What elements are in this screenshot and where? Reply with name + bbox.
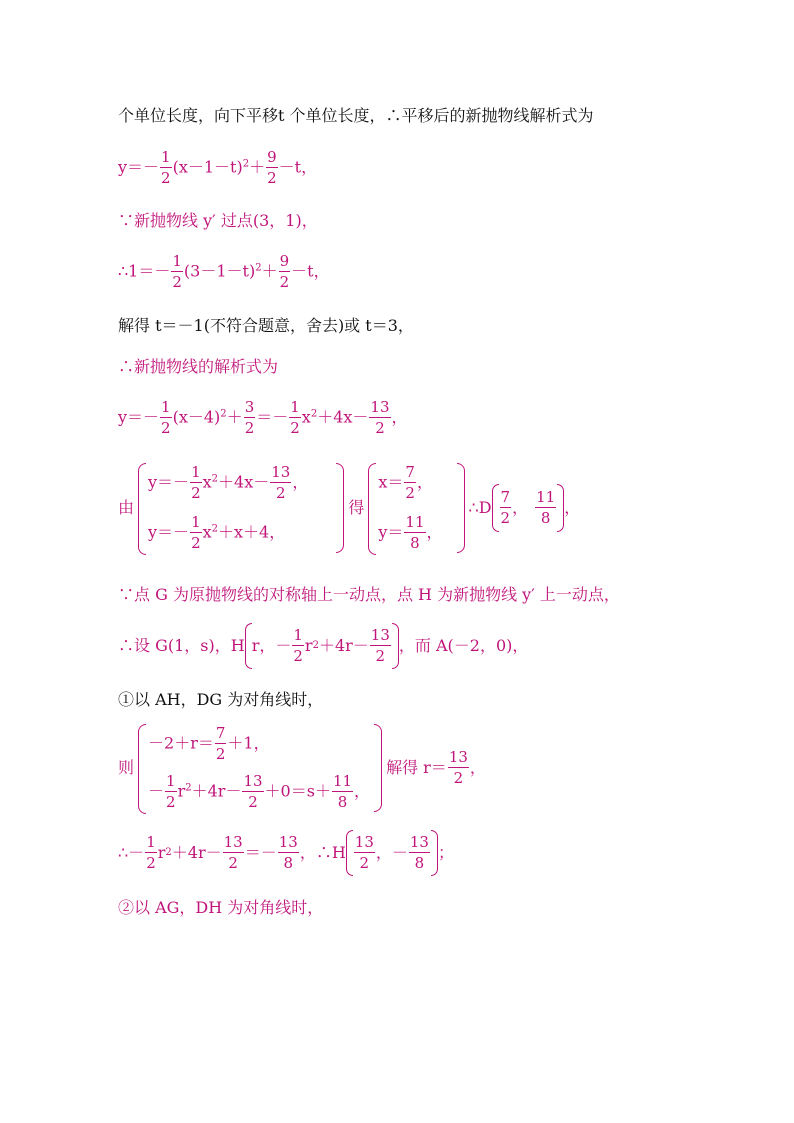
numerator: 13 xyxy=(354,833,374,851)
text: ＋4x－ xyxy=(317,407,369,427)
denominator: 8 xyxy=(414,854,425,872)
text: ∴－ xyxy=(118,843,145,862)
left-paren xyxy=(492,484,499,532)
line-9: ∵点 G 为原抛物线的对称轴上一动点，点 H 为新抛物线 y′ 上一动点， xyxy=(118,585,620,604)
line-7 xyxy=(118,400,408,436)
text: ＋4r－ xyxy=(318,636,369,655)
text: ， xyxy=(426,522,443,542)
fraction xyxy=(289,400,301,436)
system-rows xyxy=(378,465,442,551)
text: x xyxy=(202,522,212,542)
text: r xyxy=(177,781,186,801)
right-brace xyxy=(374,724,382,812)
exponent: 2 xyxy=(211,523,219,535)
numerator: 13 xyxy=(370,626,390,644)
solution-row-1 xyxy=(378,465,442,501)
denominator: 2 xyxy=(172,273,182,291)
numerator: 13 xyxy=(448,748,468,766)
numerator: 1 xyxy=(172,252,182,270)
point-h-result xyxy=(346,830,438,876)
exponent: 2 xyxy=(220,408,227,420)
text: ， xyxy=(416,472,433,492)
fraction xyxy=(332,774,353,810)
numerator: 1 xyxy=(146,833,156,851)
text: ＋4r－ xyxy=(171,843,222,862)
fraction xyxy=(409,835,430,871)
text: － xyxy=(148,781,165,801)
line-5: 解得 t＝－1(不符合题意，舍去)或 t＝3， xyxy=(118,316,414,335)
denominator: 8 xyxy=(410,534,420,552)
denominator: 2 xyxy=(161,169,171,187)
numerator: 1 xyxy=(161,148,171,166)
fraction xyxy=(190,515,202,551)
numerator: 13 xyxy=(223,833,243,851)
text: y＝－ xyxy=(148,522,190,542)
text: －t， xyxy=(278,157,318,177)
right-paren xyxy=(557,484,564,532)
numerator: 13 xyxy=(409,833,429,851)
text: ＋x＋4， xyxy=(218,522,286,542)
text: (3－1－t) xyxy=(183,261,256,281)
text: x xyxy=(301,407,311,427)
text: ，－ xyxy=(375,843,408,862)
text: y＝－ xyxy=(118,407,160,427)
fraction xyxy=(244,400,256,436)
text: r xyxy=(157,843,166,862)
text: ， xyxy=(354,781,371,801)
text: 则 xyxy=(118,758,135,777)
numerator: 9 xyxy=(279,252,290,270)
text: ， xyxy=(512,498,529,517)
denominator: 2 xyxy=(146,854,156,872)
denominator: 2 xyxy=(267,169,277,187)
text: y＝－ xyxy=(148,472,190,492)
denominator: 2 xyxy=(215,745,226,763)
left-paren xyxy=(245,623,252,669)
text: －t， xyxy=(291,261,330,281)
left-paren xyxy=(346,830,353,876)
fraction xyxy=(242,774,263,810)
text: ，∴H xyxy=(299,843,346,862)
text: y＝ xyxy=(378,522,404,542)
fraction xyxy=(404,465,416,501)
text: －2＋r＝ xyxy=(148,733,214,753)
text: ， xyxy=(391,407,408,427)
text: r，－ xyxy=(251,636,292,655)
text: ， xyxy=(292,472,309,492)
right-brace xyxy=(457,463,465,553)
numerator: 1 xyxy=(191,463,201,481)
numerator: 1 xyxy=(161,398,171,416)
fraction xyxy=(215,726,227,762)
text: ＋ xyxy=(249,157,266,177)
system-row-2 xyxy=(148,774,370,810)
fraction xyxy=(160,400,172,436)
solution-system xyxy=(368,463,464,553)
denominator: 2 xyxy=(375,419,385,437)
denominator: 2 xyxy=(166,793,176,811)
equation-system xyxy=(138,463,344,553)
denominator: 2 xyxy=(248,793,258,811)
line-12-system xyxy=(118,723,486,813)
text: ＋1， xyxy=(227,733,270,753)
numerator: 3 xyxy=(244,398,255,416)
exponent: 2 xyxy=(255,262,262,274)
numerator: 13 xyxy=(271,463,291,481)
line-1: 个单位长度，向下平移t 个单位长度，∴平移后的新抛物线解析式为 xyxy=(118,106,594,125)
right-paren xyxy=(431,830,438,876)
numerator: 9 xyxy=(267,148,277,166)
text: ∴设 G(1，s)，H xyxy=(118,636,245,655)
numerator: 7 xyxy=(405,463,415,481)
text: 得 xyxy=(348,498,365,517)
line-6: ∴新抛物线的解析式为 xyxy=(118,357,279,376)
text: ＋4r－ xyxy=(191,781,242,801)
denominator: 8 xyxy=(540,509,551,527)
fraction xyxy=(448,750,469,786)
line-3: ∵新抛物线 y′ 过点(3，1)， xyxy=(118,211,318,230)
right-brace xyxy=(336,463,344,553)
text: ∴D xyxy=(468,498,492,517)
text: ，而 A(－2，0)， xyxy=(398,636,529,655)
exponent: 2 xyxy=(185,782,192,794)
text: ＝－ xyxy=(244,843,277,862)
denominator: 8 xyxy=(337,793,348,811)
denominator: 2 xyxy=(453,769,464,787)
fraction xyxy=(270,465,291,501)
line-4 xyxy=(118,254,330,290)
numerator: 7 xyxy=(215,724,226,742)
line-2 xyxy=(118,150,317,186)
denominator: 8 xyxy=(283,854,294,872)
fraction xyxy=(278,835,299,871)
fraction xyxy=(404,515,425,551)
fraction xyxy=(223,835,244,871)
numerator: 11 xyxy=(405,513,425,531)
system-row-1 xyxy=(148,726,370,762)
denominator: 2 xyxy=(191,534,201,552)
numerator: 1 xyxy=(191,513,201,531)
numerator: 13 xyxy=(278,833,298,851)
fraction xyxy=(266,150,278,186)
text: (x－1－t) xyxy=(172,157,243,177)
text: ， xyxy=(469,758,486,777)
point-d xyxy=(492,484,565,532)
denominator: 2 xyxy=(244,419,255,437)
exponent: 2 xyxy=(242,158,250,170)
text: ∴1＝－ xyxy=(118,261,171,281)
denominator: 2 xyxy=(276,484,286,502)
numerator: 1 xyxy=(293,626,303,644)
numerator: 1 xyxy=(166,772,176,790)
fraction xyxy=(354,835,375,871)
fraction xyxy=(190,465,202,501)
denominator: 2 xyxy=(359,854,370,872)
exponent: 2 xyxy=(310,408,318,420)
text: ＝－ xyxy=(256,407,289,427)
text: r xyxy=(304,636,313,655)
text: ＋0＝s＋ xyxy=(264,781,331,801)
denominator: 2 xyxy=(500,509,511,527)
fraction xyxy=(165,774,177,810)
text: ， xyxy=(564,498,581,517)
text: ＋ xyxy=(261,261,278,281)
fraction xyxy=(145,835,157,871)
numerator: 11 xyxy=(332,772,353,790)
point-h: r，－ $\frac{1}{2}$ r 2 ＋4r－ $\frac{13}{2}$ xyxy=(245,623,399,669)
fraction xyxy=(370,628,391,664)
denominator: 2 xyxy=(290,419,300,437)
fraction xyxy=(160,150,172,186)
numerator: 1 xyxy=(290,398,300,416)
exponent: 2 xyxy=(211,473,219,485)
numerator: 11 xyxy=(536,488,556,506)
fraction xyxy=(500,490,512,526)
text: 由 xyxy=(118,498,135,517)
fraction xyxy=(171,254,183,290)
text: (x－4) xyxy=(172,407,221,427)
fraction xyxy=(535,490,556,526)
denominator: 2 xyxy=(161,419,171,437)
line-14: ②以 AG，DH 为对角线时， xyxy=(118,898,324,917)
left-brace xyxy=(138,463,146,555)
system-rows xyxy=(148,726,370,810)
line-8-system xyxy=(118,462,580,554)
right-paren xyxy=(392,623,399,669)
text: 解得 r＝ xyxy=(386,758,447,777)
denominator: 2 xyxy=(228,854,238,872)
denominator: 2 xyxy=(191,484,201,502)
solution-row-2 xyxy=(378,515,442,551)
system-row-1 xyxy=(148,465,308,501)
text: ＋ xyxy=(226,407,243,427)
denominator: 2 xyxy=(405,484,415,502)
text: y＝－ xyxy=(118,157,160,177)
text: x xyxy=(202,472,212,492)
text: ； xyxy=(437,843,454,862)
text: ＋4x－ xyxy=(218,472,270,492)
denominator: 2 xyxy=(375,647,386,665)
numerator: 13 xyxy=(243,772,263,790)
denominator: 2 xyxy=(293,647,303,665)
system-rows xyxy=(148,465,308,551)
numerator: 7 xyxy=(500,488,511,506)
equation-system xyxy=(138,724,382,812)
line-13: ∴－ $\frac{1}{2}$ r 2 ＋4r－ $\frac{13}{2}$ ＝－ $\frac{13}{8}$ ，∴H $\frac{13}{2}$ ，－ $\frac{13}{8}$ ； xyxy=(118,830,454,876)
system-row-2 xyxy=(148,515,308,551)
line-11: ①以 AH，DG 为对角线时， xyxy=(118,690,324,709)
left-brace xyxy=(138,724,146,814)
denominator: 2 xyxy=(279,273,290,291)
fraction xyxy=(369,400,390,436)
line-10 xyxy=(118,623,528,669)
numerator: 13 xyxy=(370,398,390,416)
text: x＝ xyxy=(378,472,404,492)
fraction xyxy=(279,254,291,290)
fraction xyxy=(292,628,304,664)
left-brace xyxy=(368,463,376,555)
